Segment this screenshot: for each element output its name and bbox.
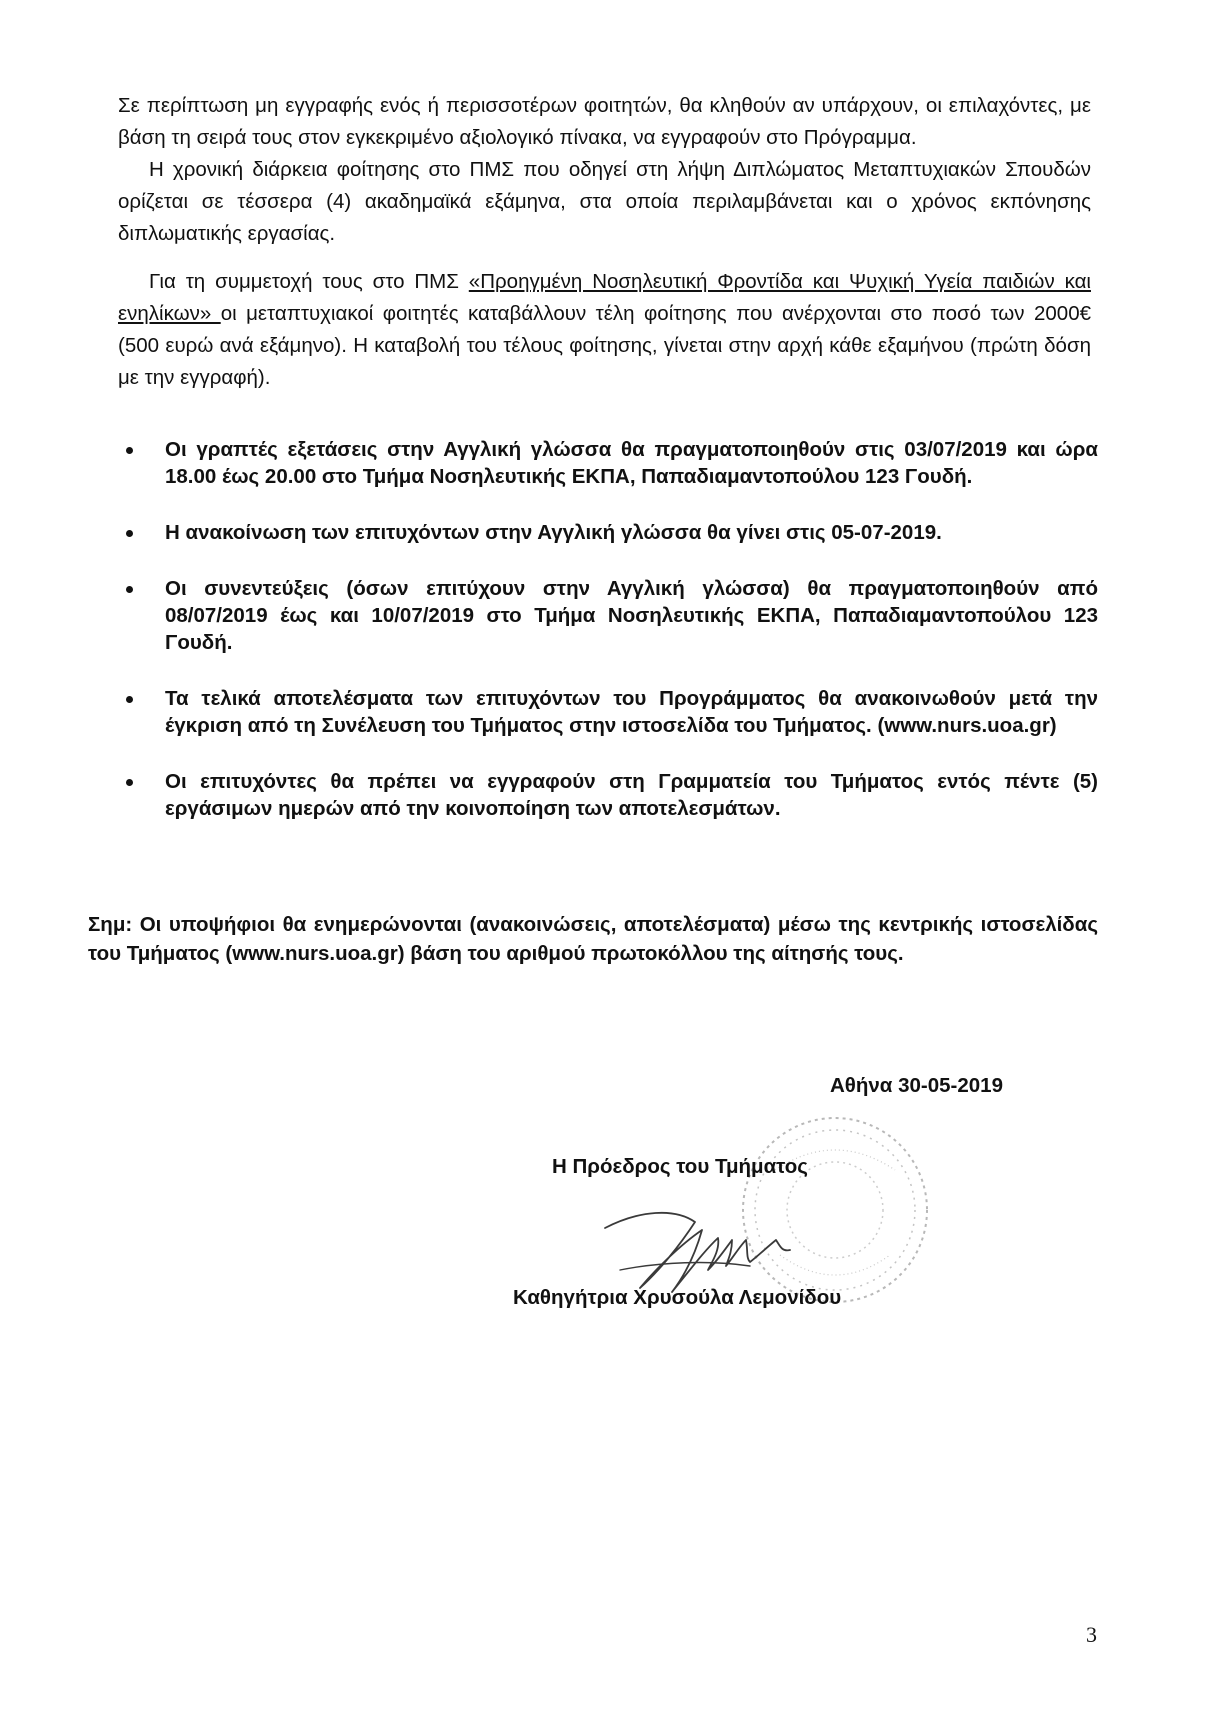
paragraph-study-duration: Η χρονική διάρκεια φοίτησης στο ΠΜΣ που οδηγεί στη λήψη Διπλώματος Μεταπτυχιακών Σπουδών ορίζεται σε τέσσερα (4) ακαδημαϊκά εξάμηνα, στα οποία περιλαμβάνεται και ο χρόνος εκπόνησης διπλωματικής εργασίας. <box>118 158 1091 245</box>
president-title: Η Πρόεδρος του Τμήματος <box>552 1155 808 1178</box>
bullet-dot-icon <box>126 696 133 703</box>
president-name: Καθηγήτρια Χρυσούλα Λεμονίδου <box>513 1286 842 1309</box>
bullet-enrollment <box>118 768 1098 822</box>
place-date: Αθήνα 30-05-2019 <box>830 1074 1003 1097</box>
program-name-underlined: «Προηγμένη Νοσηλευτική Φροντίδα και Ψυχική Υγεία παιδιών και ενηλίκων» <box>118 270 1091 325</box>
note-paragraph: Σημ: Οι υποψήφιοι θα ενημερώνονται (ανακοινώσεις, αποτελέσματα) μέσω της κεντρικής ιστοσελίδας του Τμήματος (www.nurs.uoa.gr) βάση του αριθμού πρωτοκόλλου της αίτησής τους. <box>88 913 1098 965</box>
bullet-text: Οι συνεντεύξεις (όσων επιτύχουν στην Αγγλική γλώσσα) θα πραγματοποιηθούν από 08/07/2019 έως και 10/07/2019 στο Τμήμα Νοσηλευτικής ΕΚΠΑ, Παπαδιαμαντοπούλου 123 Γουδή. <box>165 577 1098 654</box>
bullet-text: Οι γραπτές εξετάσεις στην Αγγλική γλώσσα θα πραγματοποιηθούν στις 03/07/2019 και ώρα 18.00 έως 20.00 στο Τμήμα Νοσηλευτικής ΕΚΠΑ, Παπαδιαμαντοπούλου 123 Γουδή. <box>165 438 1098 488</box>
bullet-text: Τα τελικά αποτελέσματα των επιτυχόντων του Προγράμματος θα ανακοινωθούν μετά την έγκριση από τη Συνέλευση του Τμήματος στην ιστοσελίδα του Τμήματος. (www.nurs.uoa.gr) <box>165 687 1098 737</box>
tuition-text-start: Για τη συμμετοχή τους στο ΠΜΣ <box>149 270 469 293</box>
tuition-text-end: οι μεταπτυχιακοί φοιτητές καταβάλλουν τέλη φοίτησης που ανέρχονται στο ποσό των 2000€ (500 ευρώ ανά εξάμηνο). Η καταβολή του τέλους φοίτησης, γίνεται στην αρχή κάθε εξαμήνου (πρώτη δόση με την εγγραφή). <box>118 302 1092 389</box>
handwritten-signature-icon <box>600 1200 820 1300</box>
bullet-interviews <box>118 575 1098 656</box>
paragraph-tuition-fees <box>118 266 1091 394</box>
bullet-text: Η ανακοίνωση των επιτυχόντων στην Αγγλική γλώσσα θα γίνει στις 05-07-2019. <box>165 521 942 544</box>
bullet-written-exams <box>118 436 1098 490</box>
bullet-english-results <box>118 519 1098 546</box>
bullet-final-results <box>118 685 1098 739</box>
bullet-dot-icon <box>126 586 133 593</box>
bullet-dot-icon <box>126 779 133 786</box>
paragraph-runners-up: Σε περίπτωση μη εγγραφής ενός ή περισσοτέρων φοιτητών, θα κληθούν αν υπάρχουν, οι επιλαχόντες, με βάση τη σειρά τους στον εγκεκριμένο αξιολογικό πίνακα, να εγγραφούν στο Πρόγραμμα. <box>118 94 1091 149</box>
bullet-dot-icon <box>126 530 133 537</box>
announcement-bullet-list <box>118 436 1098 851</box>
bullet-dot-icon <box>126 447 133 454</box>
page-number: 3 <box>1086 1622 1097 1647</box>
bullet-text: Οι επιτυχόντες θα πρέπει να εγγραφούν στη Γραμματεία του Τμήματος εντός πέντε (5) εργάσιμων ημερών από την κοινοποίηση των αποτελεσμάτων. <box>165 770 1098 820</box>
